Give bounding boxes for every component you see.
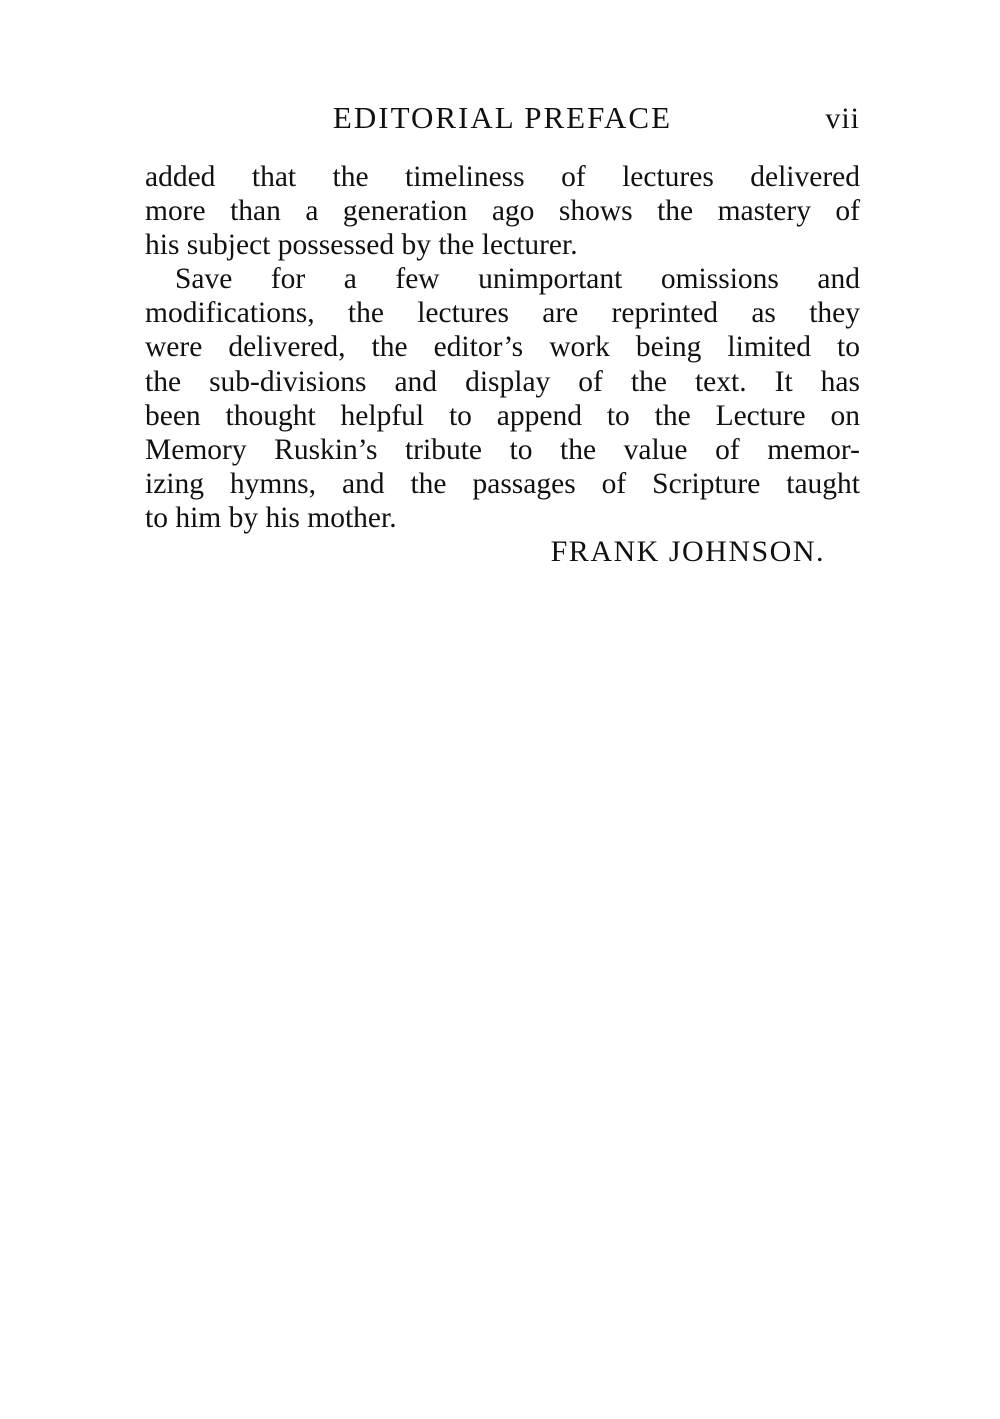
page-number: vii (825, 102, 860, 135)
text-line: to him by his mother. (145, 501, 397, 534)
running-title: EDITORIAL PREFACE (332, 100, 673, 135)
body-text (145, 160, 860, 535)
text-line: Memory Ruskin’s tribute to the value of memor- (145, 433, 860, 466)
running-head (145, 100, 860, 140)
text-line: been thought helpful to append to the Lecture on (145, 399, 860, 432)
text-line: izing hymns, and the passages of Scripture taught (145, 467, 860, 500)
author-signature: FRANK JOHNSON. (550, 535, 825, 568)
text-line: were delivered, the editor’s work being limited to (145, 331, 860, 364)
text-line: modifications, the lectures are reprinted as they (145, 297, 860, 330)
text-line: his subject possessed by the lecturer. (145, 229, 578, 262)
text-line: the sub-divisions and display of the text. It has (145, 365, 860, 398)
text-line: Save for a few unimportant omissions and (175, 263, 860, 296)
text-line: more than a generation ago shows the mastery of (145, 195, 860, 228)
text-line: added that the timeliness of lectures delivered (145, 161, 860, 193)
